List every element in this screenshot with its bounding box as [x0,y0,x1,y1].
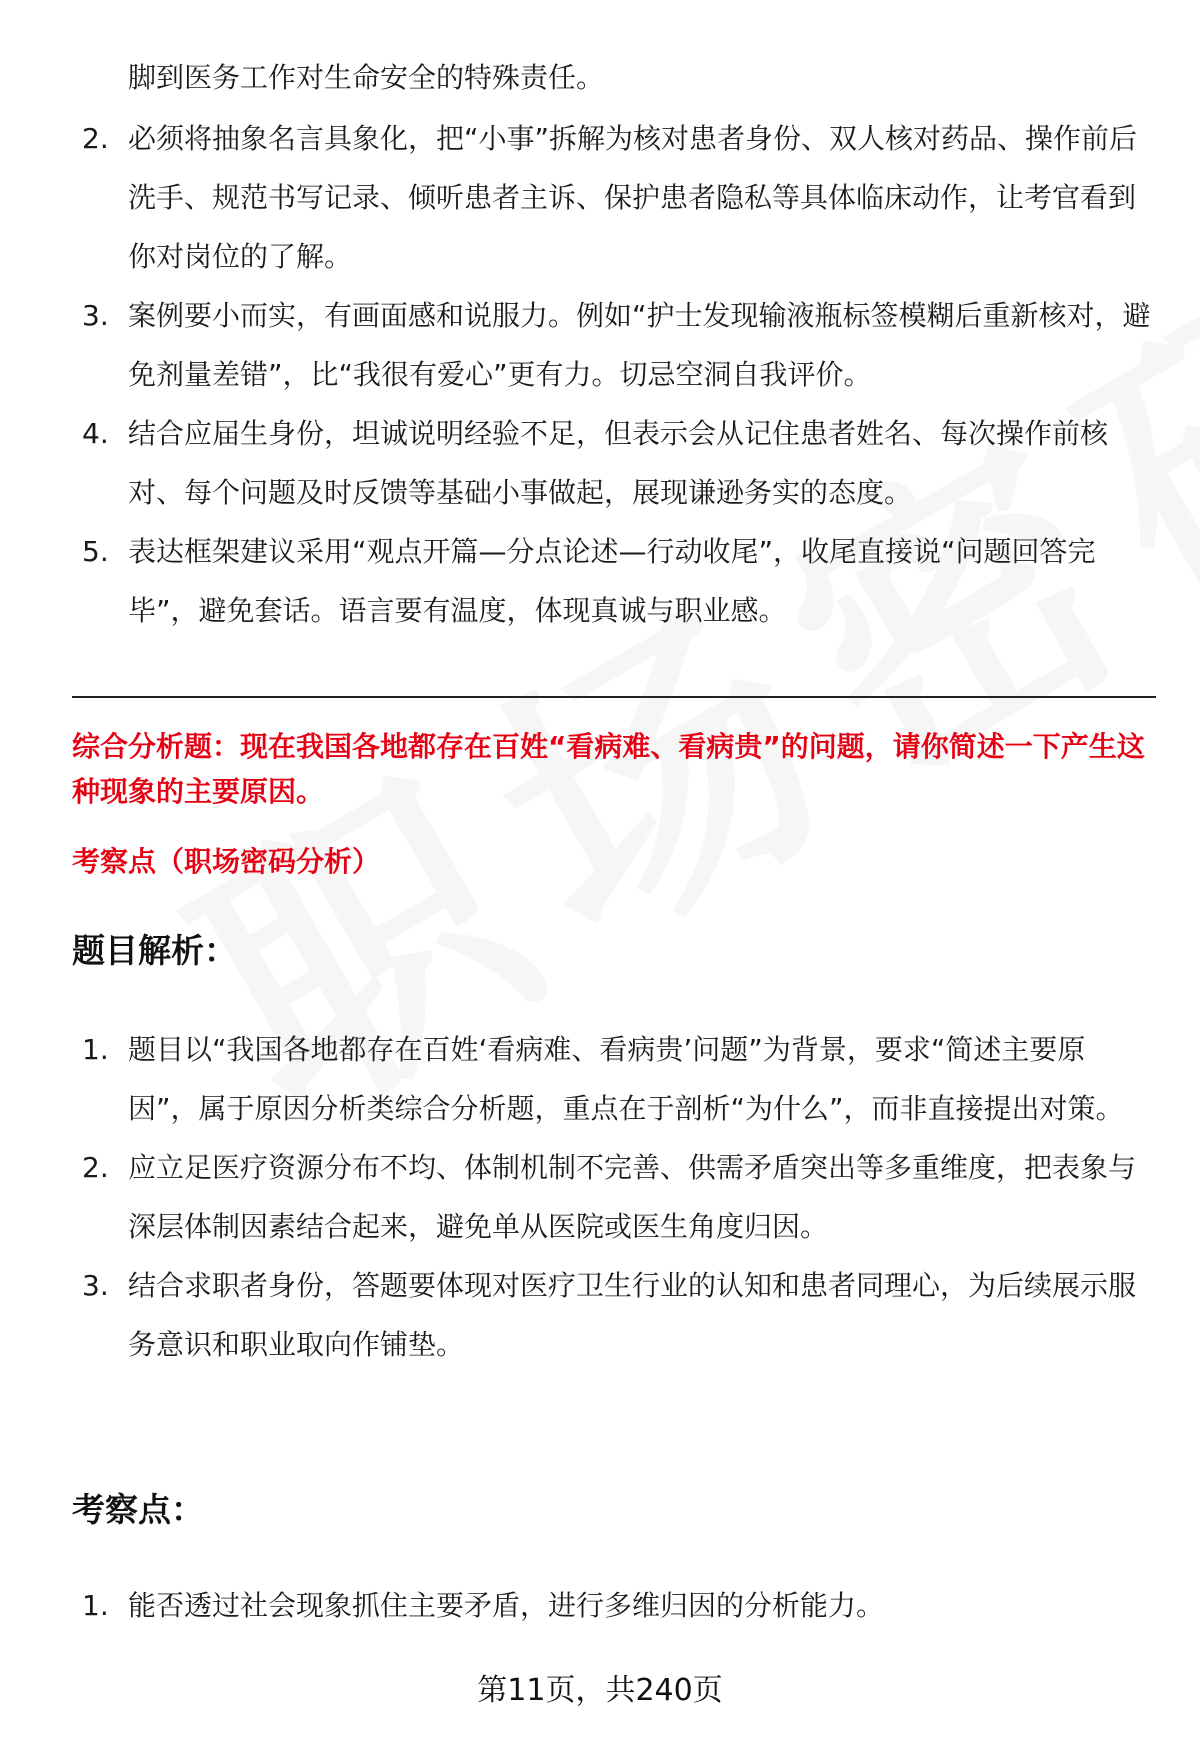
list-item [72,286,1152,404]
list-item [72,1576,1152,1635]
list-number: 1. [82,1589,109,1622]
top-list [72,109,1152,640]
list-text: 必须将抽象名言具象化，把“小事”拆解为核对患者身份、双人核对药品、操作前后洗手、规范书写记录、倾听患者主诉、保护患者隐私等具体临床动作，让考官看到你对岗位的了解。 [128,122,1138,273]
list-item [72,1020,1152,1138]
list-text: 应立足医疗资源分布不均、体制机制不完善、供需矛盾突出等多重维度，把表象与深层体制因素结合起来，避免单从医院或医生角度归因。 [128,1151,1137,1243]
list-text: 案例要小而实，有画面感和说服力。例如“护士发现输液瓶标签模糊后重新核对，避免剂量差错”，比“我很有爱心”更有力。切忌空洞自我评价。 [128,299,1151,391]
list-number: 5. [82,535,109,568]
points-heading: 考察点： [72,1490,204,1529]
list-number: 3. [82,1269,109,1302]
kaochadian-label: 考察点（职场密码分析） [72,845,381,878]
list-item [72,522,1152,640]
list-number: 4. [82,417,109,450]
list-text: 题目以“我国各地都存在百姓‘看病难、看病贵’问题”为背景，要求“简述主要原因”，属于原因分析类综合分析题，重点在于剖析“为什么”，而非直接提出对策。 [128,1033,1124,1125]
analysis-list [72,1020,1152,1374]
points-list [72,1576,1152,1635]
list-text: 结合应届生身份，坦诚说明经验不足，但表示会从记住患者姓名、每次操作前核对、每个问题及时反馈等基础小事做起，展现谦逊务实的态度。 [128,417,1109,509]
analysis-heading: 题目解析： [72,931,237,970]
list-text: 表达框架建议采用“观点开篇—分点论述—行动收尾”，收尾直接说“问题回答完毕”，避免套话。语言要有温度，体现真诚与职业感。 [128,535,1096,627]
page-number: 第11页，共240页 [477,1673,723,1708]
list-continuation: 脚到医务工作对生命安全的特殊责任。 [128,61,605,94]
list-number: 2. [82,122,109,155]
list-number: 1. [82,1033,109,1066]
list-item [72,1138,1152,1256]
list-item [72,404,1152,522]
list-item [72,109,1152,286]
question-title: 综合分析题：现在我国各地都存在百姓“看病难、看病贵”的问题，请你简述一下产生这种现象的主要原因。 [72,730,1145,808]
list-text: 能否透过社会现象抓住主要矛盾，进行多维归因的分析能力。 [128,1589,885,1622]
section-divider [72,696,1156,698]
list-number: 3. [82,299,109,332]
list-text: 结合求职者身份，答题要体现对医疗卫生行业的认知和患者同理心，为后续展示服务意识和职业取向作铺垫。 [128,1269,1137,1361]
list-number: 2. [82,1151,109,1184]
list-item [72,1256,1152,1374]
